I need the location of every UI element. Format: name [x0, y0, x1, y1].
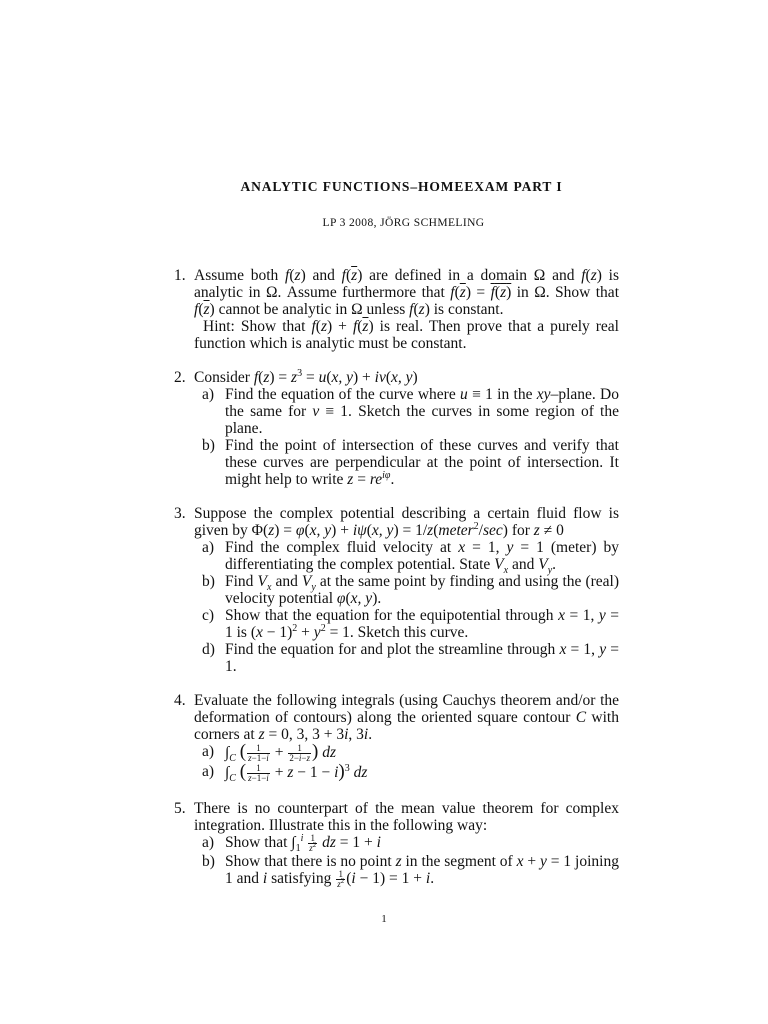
document-page [174, 178, 619, 906]
problem-text: There is no counterpart of the mean value theorem for complex integration. Illustrate this in the following way: [194, 799, 619, 834]
problem-text: Evaluate the following integrals (using Cauchys theorem and/or the deformation of contours) along the oriented square contour C with corners at z = 0, 3, 3 + 3i, 3i. [194, 692, 619, 743]
problem-1 [174, 267, 619, 352]
problem-2 [174, 369, 619, 488]
problem-number: 5. [174, 799, 186, 817]
problem-part: a) $\int_C$ ( $\frac{1}{z-1-i}$ + $\frac{1}{2-i-z}$ ) dz [202, 741, 336, 765]
problem-5 [174, 800, 619, 889]
page-title: ANALYTIC FUNCTIONS–HOMEEXAM PART I [240, 179, 563, 194]
problem-text: Suppose the complex potential describing a certain fluid flow is given by Φ(z) = φ(x, y) + iψ(x, y) = 1/z(meter$^2$/sec) for z ≠ 0 [194, 505, 619, 539]
problem-number: 1. [174, 267, 186, 284]
problem-part: d) Find the equation for and plot the streamline through x = 1, y = 1. [202, 641, 619, 675]
problem-list [174, 267, 619, 889]
problem-part: b) Find $V_x$ and $V_y$ at the same point by finding and using the (real) velocity potential φ(x, y). [202, 573, 619, 607]
problem-number: 3. [174, 505, 186, 522]
problem-part: b) Show that there is no point z in the segment of x + y = 1 joining 1 and i satisfying $\frac{1}{z^2}$ (i − 1) = 1 + i. [202, 852, 619, 889]
problem-number: 4. [174, 692, 186, 709]
problem-part: b) Find the point of intersection of these curves and verify that these curves are perpendicular at the point of intersection. It might help to write $z = re^{i\varphi}$. [202, 437, 619, 488]
problem-3 [174, 505, 619, 675]
problem-part: a) Find the complex fluid velocity at x = 1, y = 1 (meter) by differentiating the complex potential. State $V_x$ and $V_y$. [202, 539, 620, 577]
problem-number: 2. [174, 369, 186, 386]
problem-part: a) $\int_C$ ( $\frac{1}{z-1-i}$ + z − 1 − i)$^3$ dz [202, 760, 368, 785]
problem-text: Assume both f(z) and $f(\overline{z})$ are defined in a domain Ω and f(z) is analytic in Ω. Assume furthermore that $f(\overline{z}) = f(z)$ in Ω. Show that $f(\overline{z})$ cannot be analytic in Ω unless f(z) is constant. [194, 267, 620, 318]
problem-4 [174, 692, 619, 783]
author-line: LP 3 2008, JÖRG SCHMELING [322, 217, 485, 229]
problem-text: Consider $f(z) = z^3 = u(x$, y) + iv(x, y) [194, 367, 418, 386]
problem-part: c) Show that the equation for the equipotential through x = 1, y = 1 is $(x - 1)^2 + y^2 = 1$. Sketch this curve. [202, 607, 619, 641]
problem-part: a) Show that $\int_1^i$ $\frac{1}{z^2}$ dz = 1 + i [202, 832, 381, 855]
problem-part: a) Find the equation of the curve where u ≡ 1 in the xy–plane. Do the same for v ≡ 1. Sketch the curves in some region of the plane. [202, 386, 620, 437]
problem-hint: Hint: Show that $f(z) + f(\overline{z})$ is real. Then prove that a purely real function which is analytic must be constant. [194, 318, 619, 352]
page-number: 1 [381, 913, 387, 925]
